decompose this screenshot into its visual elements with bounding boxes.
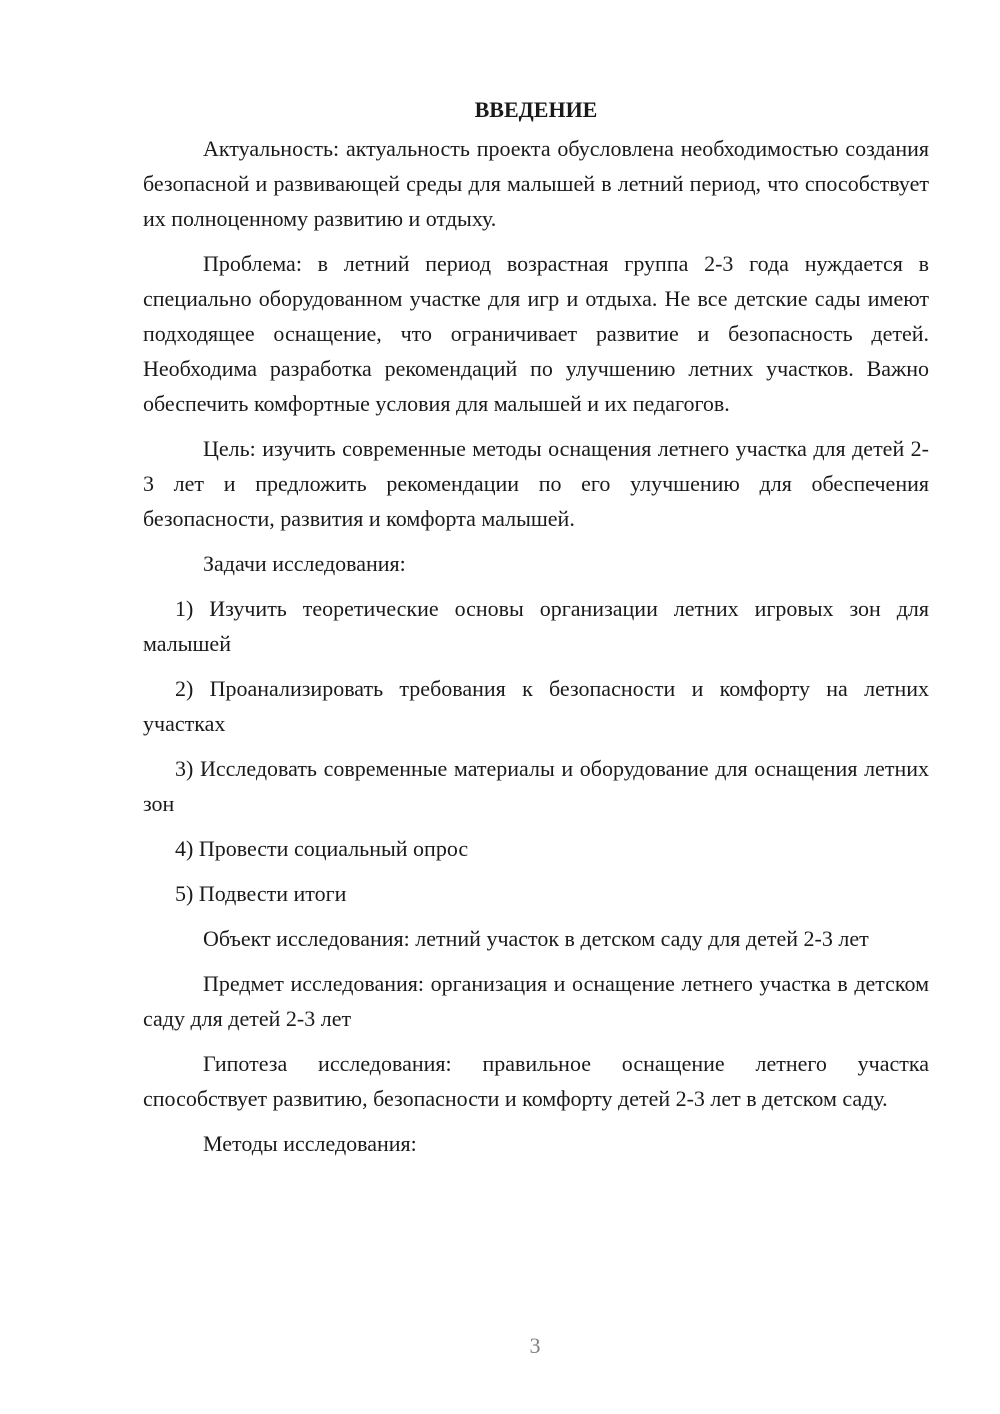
task-item: 1) Изучить теоретические основы организации летних игровых зон для малышей — [143, 596, 929, 656]
task-item: 4) Провести социальный опрос — [175, 836, 469, 861]
page-content — [143, 92, 929, 1171]
task-item: 3) Исследовать современные материалы и оборудование для оснащения летних зон — [143, 756, 929, 816]
relevance-paragraph: Актуальность: актуальность проекта обусловлена необходимостью создания безопасной и развивающей среды для малышей в летний период, что способствует их полноценному развитию и отдыху. — [143, 136, 929, 231]
tasks-heading: Задачи исследования: — [203, 551, 406, 576]
hypothesis-paragraph: Гипотеза исследования: правильное оснащение летнего участка способствует развитию, безопасности и комфорту детей 2-3 лет в детском саду. — [143, 1051, 929, 1111]
section-title: ВВЕДЕНИЕ — [474, 97, 598, 122]
methods-heading: Методы исследования: — [203, 1131, 417, 1156]
problem-paragraph: Проблема: в летний период возрастная группа 2-3 года нуждается в специально оборудованном участке для игр и отдыха. Не все детские сады имеют подходящее оснащение, что ограничивает развитие и безопасность детей. Необходима разработка рекомендаций по улучшению летних участков. Важно обеспечить комфортные условия для малышей и их педагогов. — [143, 251, 929, 416]
goal-paragraph: Цель: изучить современные методы оснащения летнего участка для детей 2-3 лет и предложить рекомендации по его улучшению для обеспечения безопасности, развития и комфорта малышей. — [143, 436, 929, 531]
page-number: 3 — [529, 1333, 541, 1358]
task-item: 2) Проанализировать требования к безопасности и комфорту на летних участках — [143, 676, 929, 736]
object-paragraph: Объект исследования: летний участок в детском саду для детей 2-3 лет — [203, 926, 869, 951]
subject-paragraph: Предмет исследования: организация и оснащение летнего участка в детском саду для детей 2-3 лет — [143, 971, 929, 1031]
task-item: 5) Подвести итоги — [175, 881, 347, 906]
